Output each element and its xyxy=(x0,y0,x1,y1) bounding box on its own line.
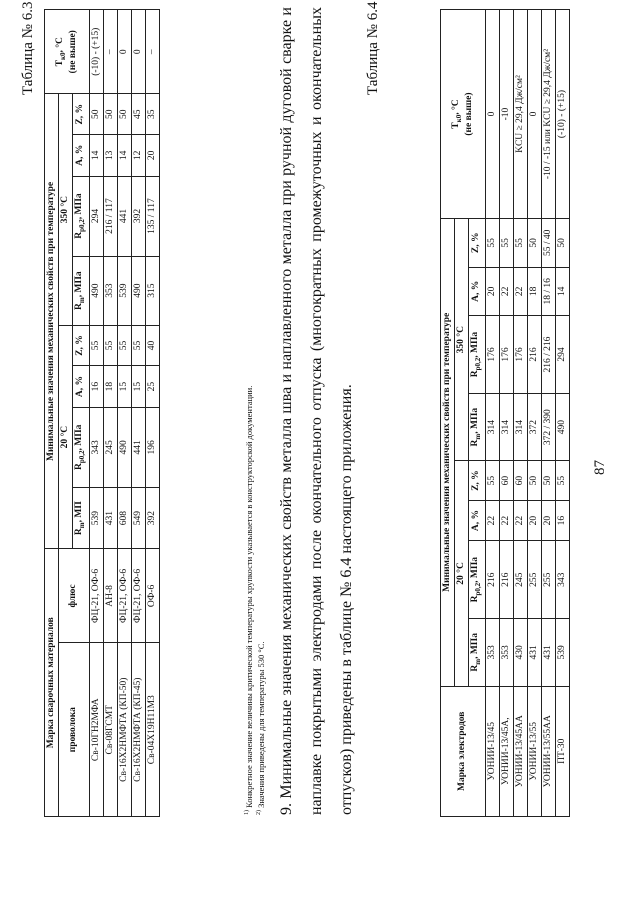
cell-rp350: 216 / 117 xyxy=(103,176,117,256)
cell-a20: 22 xyxy=(485,500,499,540)
table-row xyxy=(145,10,159,817)
cell-a20: 16 xyxy=(555,500,569,540)
table-6-4-body xyxy=(485,10,569,817)
cell-z20: 60 xyxy=(513,461,527,501)
table-row xyxy=(541,10,555,817)
cell-rm20: 539 xyxy=(89,487,103,549)
header-flux: флюс xyxy=(59,549,90,643)
cell-name: УОНИИ-13/55АА xyxy=(541,686,555,816)
header-electrodes: Марка электродов xyxy=(441,686,486,816)
cell-wire: Св-16Х2НМФТА (КП-45) xyxy=(131,643,145,817)
table-row xyxy=(103,10,117,817)
cell-rm350: 539 xyxy=(117,256,131,325)
cell-tk: (-10) - (+15) xyxy=(89,10,103,94)
cell-z350: 55 xyxy=(485,219,499,268)
cell-tk: 0 xyxy=(485,10,499,219)
header-tk: $T_{к0}$, °С (не выше) xyxy=(45,10,90,94)
cell-rm20: 431 xyxy=(541,619,555,686)
cell-rm20: 549 xyxy=(131,487,145,549)
cell-rm350: 490 xyxy=(555,393,569,460)
cell-flux: ФЦ-21, ОФ-6 xyxy=(131,549,145,643)
cell-rp20: 490 xyxy=(117,407,131,487)
cell-a350: 22 xyxy=(499,267,513,316)
header-rp20-64: $R_{p0,2}$, МПа xyxy=(469,541,486,619)
cell-rm350: 314 xyxy=(485,393,499,460)
cell-a20: 20 xyxy=(541,500,555,540)
header-minvals: Минимальные значения механических свойств при температуре xyxy=(45,94,59,549)
cell-rm350: 353 xyxy=(103,256,117,325)
cell-a350: 13 xyxy=(103,135,117,176)
cell-z20: 55 xyxy=(485,461,499,501)
cell-rp350: 441 xyxy=(117,176,131,256)
cell-a350: 18 / 16 xyxy=(541,267,555,316)
cell-rp350: 294 xyxy=(89,176,103,256)
cell-rm20: 431 xyxy=(527,619,541,686)
cell-rm350: 314 xyxy=(499,393,513,460)
cell-z20: 55 xyxy=(117,325,131,366)
cell-z350: 50 xyxy=(89,94,103,135)
cell-rm350: 314 xyxy=(513,393,527,460)
cell-rm20: 608 xyxy=(117,487,131,549)
cell-z20: 55 xyxy=(89,325,103,366)
cell-a20: 15 xyxy=(117,366,131,407)
cell-tk: – xyxy=(103,10,117,94)
cell-a20: 16 xyxy=(89,366,103,407)
table-6-3 xyxy=(44,9,160,817)
header-a350: A, % xyxy=(73,135,90,176)
cell-rp20: 245 xyxy=(513,541,527,619)
cell-wire: Св-08ГСМТ xyxy=(103,643,117,817)
table-6-4 xyxy=(440,9,570,817)
cell-z20: 55 xyxy=(555,461,569,501)
cell-a350: 14 xyxy=(117,135,131,176)
cell-rm20: 430 xyxy=(513,619,527,686)
cell-a350: 22 xyxy=(513,267,527,316)
cell-tk: KCU ≥ 29,4 Дж/см² xyxy=(513,10,527,219)
cell-name: ПТ-30 xyxy=(555,686,569,816)
table-6-3-caption: Таблица № 6.3 xyxy=(20,1,36,95)
table-row xyxy=(499,10,513,817)
cell-tk: – xyxy=(145,10,159,94)
header-z350-64: Z, % xyxy=(469,219,486,268)
cell-tk: 0 xyxy=(117,10,131,94)
cell-a20: 25 xyxy=(145,366,159,407)
table-row xyxy=(555,10,569,817)
cell-rp20: 255 xyxy=(527,541,541,619)
cell-z20: 60 xyxy=(499,461,513,501)
cell-a350: 20 xyxy=(145,135,159,176)
note-2: $^{2)}$ Значения приведены для температуры 530 °С. xyxy=(255,641,266,815)
cell-rp350: 176 xyxy=(485,316,499,394)
cell-a350: 12 xyxy=(131,135,145,176)
cell-z20: 55 xyxy=(131,325,145,366)
cell-z20: 50 xyxy=(541,461,555,501)
header-wire: проволока xyxy=(59,643,90,817)
cell-z350: 50 xyxy=(117,94,131,135)
cell-rp350: 135 / 117 xyxy=(145,176,159,256)
cell-wire: Св-16Х2НМФТА (КП-50) xyxy=(117,643,131,817)
cell-rp350: 176 xyxy=(513,316,527,394)
cell-flux: ФЦ-21, ОФ-6 xyxy=(117,549,131,643)
cell-name: УОНИИ-13/55 xyxy=(527,686,541,816)
cell-rm350: 315 xyxy=(145,256,159,325)
cell-z20: 40 xyxy=(145,325,159,366)
header-z350: Z, % xyxy=(73,94,90,135)
table-row xyxy=(117,10,131,817)
cell-rp350: 216 xyxy=(527,316,541,394)
cell-rp20: 343 xyxy=(89,407,103,487)
cell-rp20: 441 xyxy=(131,407,145,487)
cell-wire: Св-04Х19Н11М3 xyxy=(145,643,159,817)
cell-tk: -10 / -15 или KCU ≥ 29,4 Дж/см² xyxy=(541,10,555,219)
header-t350-64: 350 °С xyxy=(455,219,469,461)
table-row xyxy=(131,10,145,817)
cell-z350: 50 xyxy=(527,219,541,268)
header-rp350: $R_{p0,2}$, МПа xyxy=(73,176,90,256)
cell-a20: 20 xyxy=(527,500,541,540)
cell-z350: 35 xyxy=(145,94,159,135)
cell-a20: 18 xyxy=(103,366,117,407)
header-z20: Z, % xyxy=(73,325,90,366)
cell-tk: (-10) - (+15) xyxy=(555,10,569,219)
table-6-3-notes xyxy=(242,135,266,815)
cell-z350: 50 xyxy=(103,94,117,135)
note-1: $^{1)}$ Конкретное значение величины критической температуры хрупкости указывается в конструкторской документации. xyxy=(243,385,254,815)
table-row xyxy=(513,10,527,817)
header-rm350: $R_m$, МПа xyxy=(73,256,90,325)
cell-tk: -10 xyxy=(499,10,513,219)
cell-tk: 0 xyxy=(131,10,145,94)
cell-rp350: 216 / 216 xyxy=(541,316,555,394)
cell-a350: 14 xyxy=(555,267,569,316)
cell-flux: ОФ-6 xyxy=(145,549,159,643)
table-6-3-body xyxy=(89,10,159,817)
cell-z350: 45 xyxy=(131,94,145,135)
header-a350-64: A, % xyxy=(469,267,486,316)
cell-rm20: 392 xyxy=(145,487,159,549)
cell-rp20: 255 xyxy=(541,541,555,619)
cell-name: УОНИИ-13/45АА xyxy=(513,686,527,816)
cell-a20: 15 xyxy=(131,366,145,407)
cell-tk: 0 xyxy=(527,10,541,219)
cell-z350: 55 / 40 xyxy=(541,219,555,268)
cell-name: УОНИИ-13/45 xyxy=(485,686,499,816)
cell-rm350: 490 xyxy=(131,256,145,325)
cell-a350: 18 xyxy=(527,267,541,316)
header-t20: 20 °С xyxy=(59,325,73,549)
header-rp350-64: $R_{p0,2}$, МПа xyxy=(469,316,486,394)
cell-rp350: 294 xyxy=(555,316,569,394)
cell-wire: Св-10ГН2МФА xyxy=(89,643,103,817)
header-rm20: $R_m$, МП xyxy=(73,487,90,549)
table-row xyxy=(89,10,103,817)
cell-a350: 14 xyxy=(89,135,103,176)
header-t350: 350 °С xyxy=(59,94,73,325)
cell-rm350: 372 / 390 xyxy=(541,393,555,460)
cell-rm20: 353 xyxy=(485,619,499,686)
cell-rp350: 392 xyxy=(131,176,145,256)
cell-z350: 50 xyxy=(555,219,569,268)
header-tk-64: $T_{к0}$, °С (не выше) xyxy=(441,10,486,219)
cell-rp20: 245 xyxy=(103,407,117,487)
cell-z20: 50 xyxy=(527,461,541,501)
cell-rp20: 343 xyxy=(555,541,569,619)
cell-rm350: 372 xyxy=(527,393,541,460)
page-number: 87 xyxy=(592,460,608,475)
header-rm20-64: $R_m$, МПа xyxy=(469,619,486,686)
paragraph-9: 9. Минимальные значения механических свойств металла шва и наплавленного металла при ручной дуговой сварке и наплавке покрытыми электродами после окончательного отпуска (многократных промежуточных и окончательных отпусков) приведены в таблице № 6.4 настоящего приложения. xyxy=(278,7,355,815)
header-t20-64: 20 °С xyxy=(455,461,469,686)
cell-rp20: 216 xyxy=(485,541,499,619)
header-materials: Марка сварочных материалов xyxy=(45,549,59,817)
cell-name: УОНИИ-13/45А, xyxy=(499,686,513,816)
cell-flux: АН-8 xyxy=(103,549,117,643)
cell-a350: 20 xyxy=(485,267,499,316)
table-row xyxy=(527,10,541,817)
cell-rm20: 539 xyxy=(555,619,569,686)
header-z20-64: Z, % xyxy=(469,461,486,501)
cell-rp350: 176 xyxy=(499,316,513,394)
cell-rm350: 490 xyxy=(89,256,103,325)
header-a20-64: A, % xyxy=(469,500,486,540)
cell-rm20: 353 xyxy=(499,619,513,686)
cell-z350: 55 xyxy=(513,219,527,268)
cell-z20: 55 xyxy=(103,325,117,366)
cell-rp20: 216 xyxy=(499,541,513,619)
cell-flux: ФЦ-21, ОФ-6 xyxy=(89,549,103,643)
header-minvals-64: Минимальные значения механических свойств при температуре xyxy=(441,219,455,686)
table-row xyxy=(485,10,499,817)
cell-a20: 22 xyxy=(513,500,527,540)
header-rp20: $R_{p0,2}$, МПа xyxy=(73,407,90,487)
cell-rm20: 431 xyxy=(103,487,117,549)
cell-a20: 22 xyxy=(499,500,513,540)
cell-rp20: 196 xyxy=(145,407,159,487)
cell-z350: 55 xyxy=(499,219,513,268)
table-6-4-caption: Таблица № 6.4 xyxy=(365,1,381,95)
header-rm350-64: $R_m$, МПа xyxy=(469,393,486,460)
header-a20: A, % xyxy=(73,366,90,407)
